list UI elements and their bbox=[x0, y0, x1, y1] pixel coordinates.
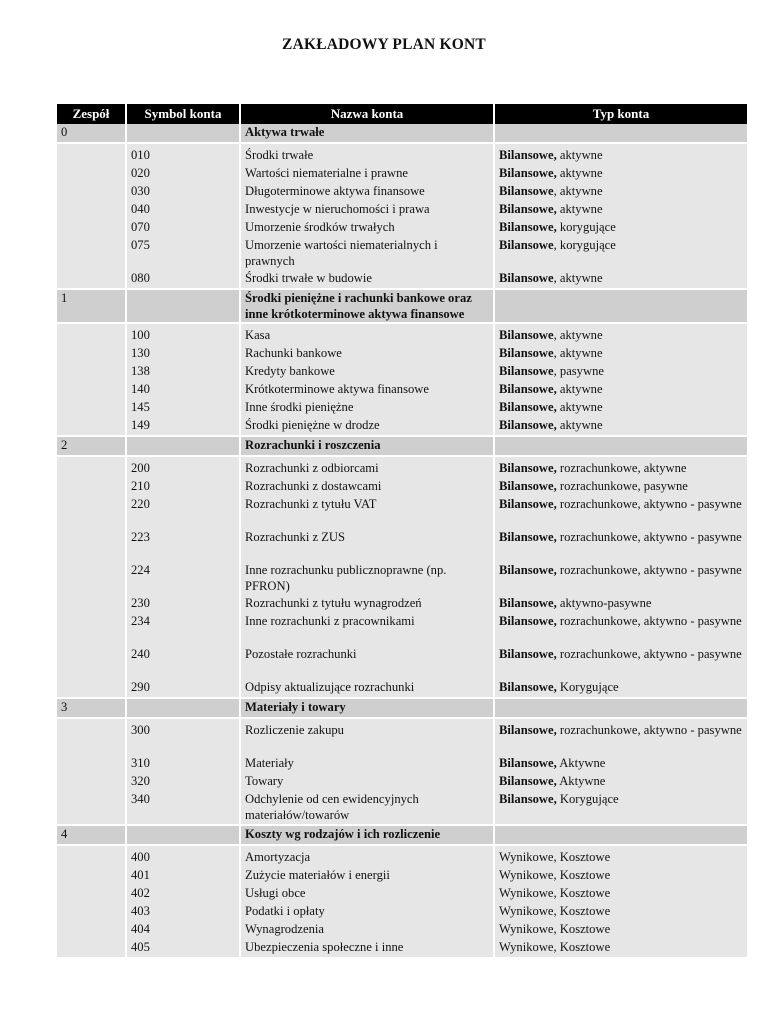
account-type-bold: Bilansowe, bbox=[499, 723, 557, 737]
account-row bbox=[57, 496, 747, 529]
account-type-rest: , aktywne bbox=[553, 271, 603, 285]
account-symbol: 210 bbox=[127, 478, 241, 496]
account-name: Odchylenie od cen ewidencyjnych materiałów/towarów bbox=[241, 791, 495, 826]
account-name: Wartości niematerialne i prawne bbox=[241, 165, 495, 183]
account-group-empty bbox=[57, 496, 127, 529]
account-group-empty bbox=[57, 885, 127, 903]
account-type-rest: Wynikowe, Kosztowe bbox=[499, 922, 611, 936]
account-type bbox=[495, 270, 747, 290]
document-title: ZAKŁADOWY PLAN KONT bbox=[282, 36, 486, 53]
account-type-rest: rozrachunkowe, aktywno - pasywne bbox=[556, 647, 742, 661]
account-type-rest: , korygujące bbox=[553, 238, 616, 252]
group-name: Aktywa trwałe bbox=[241, 124, 495, 144]
account-type bbox=[495, 679, 747, 699]
account-symbol: 240 bbox=[127, 646, 241, 679]
account-name: Środki pieniężne w drodze bbox=[241, 417, 495, 437]
account-row bbox=[57, 903, 747, 921]
account-type bbox=[495, 595, 747, 613]
account-type bbox=[495, 183, 747, 201]
group-symbol-empty bbox=[127, 290, 241, 324]
group-row bbox=[57, 826, 747, 846]
account-group-empty bbox=[57, 345, 127, 363]
account-row bbox=[57, 867, 747, 885]
account-group-empty bbox=[57, 903, 127, 921]
account-row bbox=[57, 417, 747, 437]
account-row bbox=[57, 773, 747, 791]
account-group-empty bbox=[57, 270, 127, 290]
account-group-empty bbox=[57, 562, 127, 595]
account-type bbox=[495, 529, 747, 562]
account-name: Podatki i opłaty bbox=[241, 903, 495, 921]
group-type-empty bbox=[495, 437, 747, 457]
account-name: Materiały bbox=[241, 755, 495, 773]
account-symbol: 145 bbox=[127, 399, 241, 417]
account-row bbox=[57, 183, 747, 201]
account-type-bold: Bilansowe, bbox=[499, 497, 557, 511]
account-row bbox=[57, 562, 747, 595]
account-symbol: 200 bbox=[127, 457, 241, 478]
account-row bbox=[57, 846, 747, 867]
account-name: Inwestycje w nieruchomości i prawa bbox=[241, 201, 495, 219]
account-symbol: 140 bbox=[127, 381, 241, 399]
account-symbol: 030 bbox=[127, 183, 241, 201]
account-row bbox=[57, 646, 747, 679]
account-name: Umorzenie środków trwałych bbox=[241, 219, 495, 237]
account-symbol: 075 bbox=[127, 237, 241, 270]
account-group-empty bbox=[57, 399, 127, 417]
header-symbol: Symbol konta bbox=[127, 104, 241, 124]
account-type-rest: rozrachunkowe, aktywne bbox=[556, 461, 687, 475]
account-row bbox=[57, 457, 747, 478]
account-name: Usługi obce bbox=[241, 885, 495, 903]
account-name: Towary bbox=[241, 773, 495, 791]
account-group-empty bbox=[57, 219, 127, 237]
account-type-rest: rozrachunkowe, pasywne bbox=[556, 479, 688, 493]
account-type-rest: , aktywne bbox=[553, 184, 603, 198]
account-symbol: 234 bbox=[127, 613, 241, 646]
account-type-rest: aktywne bbox=[556, 400, 603, 414]
account-group-empty bbox=[57, 201, 127, 219]
account-type-bold: Bilansowe, bbox=[499, 563, 557, 577]
account-group-empty bbox=[57, 867, 127, 885]
account-symbol: 320 bbox=[127, 773, 241, 791]
account-type bbox=[495, 144, 747, 165]
account-symbol: 223 bbox=[127, 529, 241, 562]
account-type bbox=[495, 867, 747, 885]
account-name: Inne środki pieniężne bbox=[241, 399, 495, 417]
account-name: Środki trwałe bbox=[241, 144, 495, 165]
account-type-rest: rozrachunkowe, aktywno - pasywne bbox=[556, 723, 742, 737]
account-name: Rozrachunki z odbiorcami bbox=[241, 457, 495, 478]
account-row bbox=[57, 791, 747, 826]
account-group-empty bbox=[57, 755, 127, 773]
account-symbol: 310 bbox=[127, 755, 241, 773]
group-id: 1 bbox=[57, 290, 127, 324]
account-type-bold: Bilansowe, bbox=[499, 647, 557, 661]
account-type bbox=[495, 921, 747, 939]
group-id: 2 bbox=[57, 437, 127, 457]
account-name: Inne rozrachunki z pracownikami bbox=[241, 613, 495, 646]
account-symbol: 010 bbox=[127, 144, 241, 165]
account-symbol: 300 bbox=[127, 719, 241, 755]
account-symbol: 070 bbox=[127, 219, 241, 237]
account-type-rest: aktywne bbox=[556, 382, 603, 396]
account-type-rest: Korygujące bbox=[556, 680, 619, 694]
account-row bbox=[57, 201, 747, 219]
account-type-bold: Bilansowe, bbox=[499, 220, 557, 234]
account-type-rest: korygujące bbox=[556, 220, 616, 234]
account-name: Długoterminowe aktywa finansowe bbox=[241, 183, 495, 201]
account-type-rest: aktywne bbox=[556, 202, 603, 216]
account-type-rest: Wynikowe, Kosztowe bbox=[499, 904, 611, 918]
account-type bbox=[495, 165, 747, 183]
account-row bbox=[57, 363, 747, 381]
account-group-empty bbox=[57, 613, 127, 646]
account-type-bold: Bilansowe, bbox=[499, 774, 557, 788]
account-group-empty bbox=[57, 719, 127, 755]
account-name: Rozliczenie zakupu bbox=[241, 719, 495, 755]
account-type-rest: Wynikowe, Kosztowe bbox=[499, 850, 611, 864]
account-type-bold: Bilansowe, bbox=[499, 596, 557, 610]
account-type-rest: rozrachunkowe, aktywno - pasywne bbox=[556, 497, 742, 511]
account-group-empty bbox=[57, 646, 127, 679]
account-name: Krótkoterminowe aktywa finansowe bbox=[241, 381, 495, 399]
account-group-empty bbox=[57, 791, 127, 826]
group-row bbox=[57, 124, 747, 144]
account-group-empty bbox=[57, 921, 127, 939]
account-symbol: 340 bbox=[127, 791, 241, 826]
account-type bbox=[495, 646, 747, 679]
account-row bbox=[57, 399, 747, 417]
account-symbol: 402 bbox=[127, 885, 241, 903]
account-type bbox=[495, 755, 747, 773]
account-row bbox=[57, 324, 747, 345]
header-group: Zespół bbox=[57, 104, 127, 124]
account-row bbox=[57, 237, 747, 270]
account-type-bold: Bilansowe bbox=[499, 271, 554, 285]
account-name: Kredyty bankowe bbox=[241, 363, 495, 381]
account-type bbox=[495, 939, 747, 959]
account-name: Ubezpieczenia społeczne i inne bbox=[241, 939, 495, 959]
account-group-empty bbox=[57, 457, 127, 478]
account-name: Inne rozrachunku publicznoprawne (np. PFRON) bbox=[241, 562, 495, 595]
account-group-empty bbox=[57, 363, 127, 381]
account-name: Rozrachunki z dostawcami bbox=[241, 478, 495, 496]
account-type bbox=[495, 219, 747, 237]
account-symbol: 404 bbox=[127, 921, 241, 939]
account-type-bold: Bilansowe, bbox=[499, 400, 557, 414]
group-symbol-empty bbox=[127, 826, 241, 846]
group-row bbox=[57, 437, 747, 457]
account-row bbox=[57, 613, 747, 646]
group-symbol-empty bbox=[127, 699, 241, 719]
account-type-bold: Bilansowe bbox=[499, 184, 554, 198]
account-name: Zużycie materiałów i energii bbox=[241, 867, 495, 885]
group-id: 3 bbox=[57, 699, 127, 719]
group-name: Materiały i towary bbox=[241, 699, 495, 719]
account-group-empty bbox=[57, 417, 127, 437]
group-name: Koszty wg rodzajów i ich rozliczenie bbox=[241, 826, 495, 846]
account-type-bold: Bilansowe, bbox=[499, 461, 557, 475]
account-symbol: 405 bbox=[127, 939, 241, 959]
account-type-bold: Bilansowe, bbox=[499, 479, 557, 493]
account-type bbox=[495, 201, 747, 219]
account-type bbox=[495, 457, 747, 478]
account-row bbox=[57, 381, 747, 399]
account-row bbox=[57, 165, 747, 183]
account-type-rest: , aktywne bbox=[553, 328, 603, 342]
account-symbol: 220 bbox=[127, 496, 241, 529]
group-id: 4 bbox=[57, 826, 127, 846]
account-type bbox=[495, 381, 747, 399]
account-type-bold: Bilansowe, bbox=[499, 382, 557, 396]
group-symbol-empty bbox=[127, 437, 241, 457]
group-symbol-empty bbox=[127, 124, 241, 144]
account-row bbox=[57, 679, 747, 699]
account-symbol: 290 bbox=[127, 679, 241, 699]
account-group-empty bbox=[57, 679, 127, 699]
account-type bbox=[495, 478, 747, 496]
account-row bbox=[57, 939, 747, 959]
account-type-rest: aktywne bbox=[556, 166, 603, 180]
account-type-bold: Bilansowe bbox=[499, 364, 554, 378]
account-type bbox=[495, 417, 747, 437]
account-row bbox=[57, 345, 747, 363]
account-row bbox=[57, 885, 747, 903]
account-type-bold: Bilansowe bbox=[499, 238, 554, 252]
account-group-empty bbox=[57, 846, 127, 867]
account-symbol: 100 bbox=[127, 324, 241, 345]
account-name: Kasa bbox=[241, 324, 495, 345]
group-row bbox=[57, 699, 747, 719]
group-type-empty bbox=[495, 699, 747, 719]
account-name: Rozrachunki z ZUS bbox=[241, 529, 495, 562]
account-type-bold: Bilansowe, bbox=[499, 202, 557, 216]
account-type-rest: rozrachunkowe, aktywno - pasywne bbox=[556, 563, 742, 577]
group-name: Środki pieniężne i rachunki bankowe oraz inne krótkoterminowe aktywa finansowe bbox=[241, 290, 495, 324]
account-type-rest: aktywno-pasywne bbox=[556, 596, 652, 610]
account-symbol: 403 bbox=[127, 903, 241, 921]
account-type bbox=[495, 345, 747, 363]
account-type bbox=[495, 363, 747, 381]
account-group-empty bbox=[57, 324, 127, 345]
account-type-bold: Bilansowe, bbox=[499, 530, 557, 544]
account-type-rest: Aktywne bbox=[556, 756, 606, 770]
account-row bbox=[57, 719, 747, 755]
account-type-bold: Bilansowe, bbox=[499, 614, 557, 628]
account-name: Środki trwałe w budowie bbox=[241, 270, 495, 290]
account-symbol: 080 bbox=[127, 270, 241, 290]
account-name: Rozrachunki z tytułu VAT bbox=[241, 496, 495, 529]
account-symbol: 400 bbox=[127, 846, 241, 867]
account-type bbox=[495, 903, 747, 921]
account-group-empty bbox=[57, 183, 127, 201]
account-type-bold: Bilansowe, bbox=[499, 166, 557, 180]
account-name: Rozrachunki z tytułu wynagrodzeń bbox=[241, 595, 495, 613]
header-type: Typ konta bbox=[495, 104, 747, 124]
account-group-empty bbox=[57, 144, 127, 165]
account-symbol: 224 bbox=[127, 562, 241, 595]
account-row bbox=[57, 270, 747, 290]
account-symbol: 130 bbox=[127, 345, 241, 363]
table-header-row bbox=[57, 104, 747, 124]
account-type bbox=[495, 399, 747, 417]
account-symbol: 230 bbox=[127, 595, 241, 613]
account-type bbox=[495, 613, 747, 646]
account-type bbox=[495, 885, 747, 903]
account-type bbox=[495, 791, 747, 826]
account-group-empty bbox=[57, 939, 127, 959]
account-type-rest: rozrachunkowe, aktywno - pasywne bbox=[556, 614, 742, 628]
account-type-rest: Wynikowe, Kosztowe bbox=[499, 940, 611, 954]
account-type-bold: Bilansowe, bbox=[499, 756, 557, 770]
account-group-empty bbox=[57, 773, 127, 791]
account-name: Odpisy aktualizujące rozrachunki bbox=[241, 679, 495, 699]
account-symbol: 149 bbox=[127, 417, 241, 437]
account-symbol: 020 bbox=[127, 165, 241, 183]
group-row bbox=[57, 290, 747, 324]
account-type-rest: , pasywne bbox=[553, 364, 604, 378]
account-type-rest: , aktywne bbox=[553, 346, 603, 360]
account-name: Wynagrodzenia bbox=[241, 921, 495, 939]
account-symbol: 401 bbox=[127, 867, 241, 885]
account-symbol: 138 bbox=[127, 363, 241, 381]
group-id: 0 bbox=[57, 124, 127, 144]
group-type-empty bbox=[495, 290, 747, 324]
account-type-rest: aktywne bbox=[556, 418, 603, 432]
account-type bbox=[495, 496, 747, 529]
group-type-empty bbox=[495, 826, 747, 846]
account-type-bold: Bilansowe, bbox=[499, 680, 557, 694]
account-type bbox=[495, 237, 747, 270]
account-row bbox=[57, 529, 747, 562]
account-type-bold: Bilansowe, bbox=[499, 148, 557, 162]
account-type-rest: Korygujące bbox=[556, 792, 619, 806]
account-row bbox=[57, 921, 747, 939]
account-row bbox=[57, 219, 747, 237]
account-row bbox=[57, 755, 747, 773]
account-type bbox=[495, 719, 747, 755]
account-row bbox=[57, 144, 747, 165]
account-type bbox=[495, 773, 747, 791]
account-type-rest: Wynikowe, Kosztowe bbox=[499, 868, 611, 882]
account-group-empty bbox=[57, 478, 127, 496]
account-name: Pozostałe rozrachunki bbox=[241, 646, 495, 679]
account-type-bold: Bilansowe bbox=[499, 328, 554, 342]
account-group-empty bbox=[57, 529, 127, 562]
group-name: Rozrachunki i roszczenia bbox=[241, 437, 495, 457]
account-name: Amortyzacja bbox=[241, 846, 495, 867]
account-row bbox=[57, 595, 747, 613]
account-group-empty bbox=[57, 165, 127, 183]
account-row bbox=[57, 478, 747, 496]
account-symbol: 040 bbox=[127, 201, 241, 219]
account-type-rest: aktywne bbox=[556, 148, 603, 162]
account-group-empty bbox=[57, 595, 127, 613]
account-type-rest: Wynikowe, Kosztowe bbox=[499, 886, 611, 900]
account-name: Umorzenie wartości niematerialnych i prawnych bbox=[241, 237, 495, 270]
account-type-rest: rozrachunkowe, aktywno - pasywne bbox=[556, 530, 742, 544]
chart-of-accounts-table bbox=[57, 104, 747, 959]
group-type-empty bbox=[495, 124, 747, 144]
account-name: Rachunki bankowe bbox=[241, 345, 495, 363]
account-group-empty bbox=[57, 237, 127, 270]
account-type-bold: Bilansowe bbox=[499, 346, 554, 360]
header-name: Nazwa konta bbox=[241, 104, 495, 124]
account-type bbox=[495, 846, 747, 867]
account-type bbox=[495, 562, 747, 595]
account-type-bold: Bilansowe, bbox=[499, 418, 557, 432]
account-type-rest: Aktywne bbox=[556, 774, 606, 788]
account-group-empty bbox=[57, 381, 127, 399]
account-type bbox=[495, 324, 747, 345]
account-type-bold: Bilansowe, bbox=[499, 792, 557, 806]
